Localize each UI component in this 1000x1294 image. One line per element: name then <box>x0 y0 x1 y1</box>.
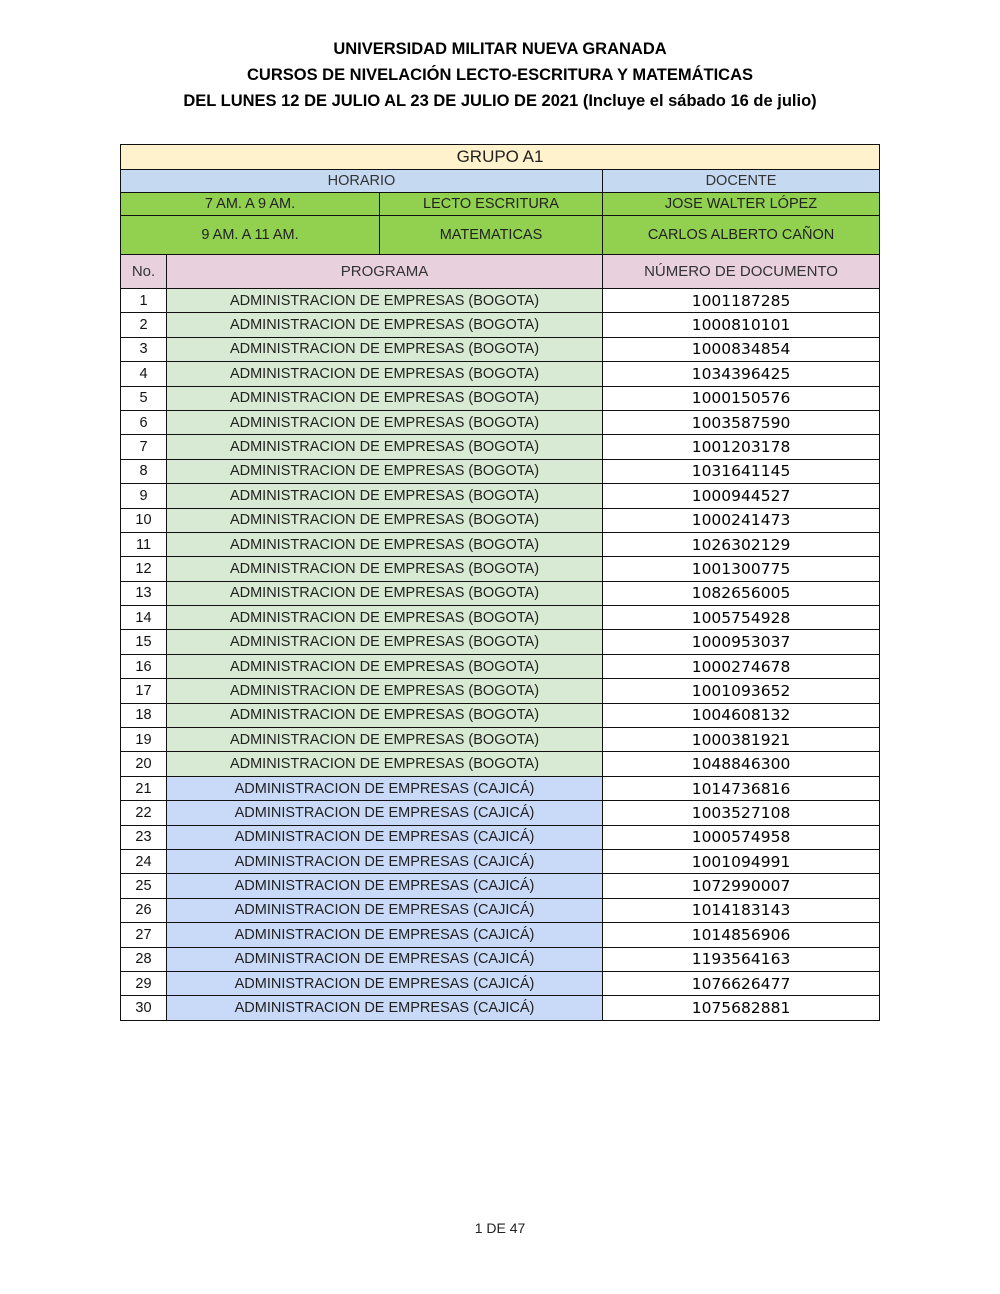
schedule-row <box>121 216 880 255</box>
table-row <box>121 606 880 630</box>
row-number: 14 <box>121 606 167 630</box>
row-programa: ADMINISTRACION DE EMPRESAS (BOGOTA) <box>167 410 603 434</box>
row-programa: ADMINISTRACION DE EMPRESAS (BOGOTA) <box>167 606 603 630</box>
row-programa: ADMINISTRACION DE EMPRESAS (BOGOTA) <box>167 581 603 605</box>
schedule-row <box>121 193 880 216</box>
table-row <box>121 825 880 849</box>
row-programa: ADMINISTRACION DE EMPRESAS (BOGOTA) <box>167 435 603 459</box>
row-number: 27 <box>121 923 167 947</box>
table-row <box>121 435 880 459</box>
table-row <box>121 728 880 752</box>
group-title: GRUPO A1 <box>121 145 880 170</box>
row-documento: 1005754928 <box>603 606 880 630</box>
row-programa: ADMINISTRACION DE EMPRESAS (BOGOTA) <box>167 532 603 556</box>
row-programa: ADMINISTRACION DE EMPRESAS (BOGOTA) <box>167 630 603 654</box>
table-row <box>121 801 880 825</box>
row-documento: 1003527108 <box>603 801 880 825</box>
page-number: 1 DE 47 <box>474 1220 526 1236</box>
row-number: 6 <box>121 410 167 434</box>
table-row <box>121 898 880 922</box>
row-programa: ADMINISTRACION DE EMPRESAS (CAJICÁ) <box>167 923 603 947</box>
table-row <box>121 557 880 581</box>
row-programa: ADMINISTRACION DE EMPRESAS (BOGOTA) <box>167 484 603 508</box>
table-row <box>121 313 880 337</box>
row-programa: ADMINISTRACION DE EMPRESAS (BOGOTA) <box>167 752 603 776</box>
table-row <box>121 337 880 361</box>
group-table <box>120 144 880 1021</box>
row-number: 22 <box>121 801 167 825</box>
schedule-time: 9 AM. A 11 AM. <box>121 216 380 255</box>
row-number: 17 <box>121 679 167 703</box>
row-programa: ADMINISTRACION DE EMPRESAS (BOGOTA) <box>167 703 603 727</box>
table-row <box>121 484 880 508</box>
row-number: 25 <box>121 874 167 898</box>
row-documento: 1082656005 <box>603 581 880 605</box>
row-programa: ADMINISTRACION DE EMPRESAS (BOGOTA) <box>167 557 603 581</box>
row-programa: ADMINISTRACION DE EMPRESAS (BOGOTA) <box>167 386 603 410</box>
row-documento: 1003587590 <box>603 410 880 434</box>
row-number: 24 <box>121 849 167 873</box>
row-programa: ADMINISTRACION DE EMPRESAS (CAJICÁ) <box>167 801 603 825</box>
table-row <box>121 459 880 483</box>
table-row <box>121 581 880 605</box>
row-documento: 1000274678 <box>603 654 880 678</box>
table-row <box>121 874 880 898</box>
row-documento: 1034396425 <box>603 362 880 386</box>
row-number: 12 <box>121 557 167 581</box>
row-documento: 1014183143 <box>603 898 880 922</box>
row-documento: 1000150576 <box>603 386 880 410</box>
schedule-course: MATEMATICAS <box>380 216 603 255</box>
row-programa: ADMINISTRACION DE EMPRESAS (CAJICÁ) <box>167 947 603 971</box>
table-row <box>121 654 880 678</box>
row-number: 10 <box>121 508 167 532</box>
schedule-teacher: CARLOS ALBERTO CAÑON <box>603 216 880 255</box>
row-documento: 1000810101 <box>603 313 880 337</box>
row-number: 5 <box>121 386 167 410</box>
row-programa: ADMINISTRACION DE EMPRESAS (CAJICÁ) <box>167 971 603 995</box>
row-documento: 1001093652 <box>603 679 880 703</box>
row-programa: ADMINISTRACION DE EMPRESAS (BOGOTA) <box>167 313 603 337</box>
table-row <box>121 679 880 703</box>
document-header <box>0 36 1000 114</box>
table-row <box>121 971 880 995</box>
row-documento: 1072990007 <box>603 874 880 898</box>
row-documento: 1001187285 <box>603 289 880 313</box>
row-documento: 1014736816 <box>603 776 880 800</box>
row-programa: ADMINISTRACION DE EMPRESAS (BOGOTA) <box>167 728 603 752</box>
row-number: 9 <box>121 484 167 508</box>
header-subtitle: CURSOS DE NIVELACIÓN LECTO-ESCRITURA Y MATEMÁTICAS <box>246 66 754 84</box>
table-row <box>121 289 880 313</box>
row-number: 26 <box>121 898 167 922</box>
row-documento: 1048846300 <box>603 752 880 776</box>
row-number: 4 <box>121 362 167 386</box>
row-programa: ADMINISTRACION DE EMPRESAS (CAJICÁ) <box>167 849 603 873</box>
row-documento: 1014856906 <box>603 923 880 947</box>
row-number: 15 <box>121 630 167 654</box>
row-programa: ADMINISTRACION DE EMPRESAS (BOGOTA) <box>167 337 603 361</box>
table-row <box>121 703 880 727</box>
col-header-programa: PROGRAMA <box>167 255 603 289</box>
row-programa: ADMINISTRACION DE EMPRESAS (BOGOTA) <box>167 679 603 703</box>
row-documento: 1000574958 <box>603 825 880 849</box>
table-row <box>121 410 880 434</box>
schedule-teacher: JOSE WALTER LÓPEZ <box>603 193 880 216</box>
header-dates: DEL LUNES 12 DE JULIO AL 23 DE JULIO DE 2021 (Incluye el sábado 16 de julio) <box>183 92 817 110</box>
row-number: 21 <box>121 776 167 800</box>
row-programa: ADMINISTRACION DE EMPRESAS (BOGOTA) <box>167 289 603 313</box>
table-row <box>121 386 880 410</box>
row-number: 30 <box>121 996 167 1020</box>
row-number: 29 <box>121 971 167 995</box>
row-documento: 1000834854 <box>603 337 880 361</box>
row-number: 18 <box>121 703 167 727</box>
row-programa: ADMINISTRACION DE EMPRESAS (BOGOTA) <box>167 508 603 532</box>
row-number: 20 <box>121 752 167 776</box>
row-documento: 1000381921 <box>603 728 880 752</box>
row-number: 7 <box>121 435 167 459</box>
row-documento: 1000944527 <box>603 484 880 508</box>
row-number: 3 <box>121 337 167 361</box>
row-number: 13 <box>121 581 167 605</box>
row-number: 8 <box>121 459 167 483</box>
table-row <box>121 362 880 386</box>
column-header-row <box>121 255 880 289</box>
schedule-time: 7 AM. A 9 AM. <box>121 193 380 216</box>
row-documento: 1076626477 <box>603 971 880 995</box>
row-documento: 1001094991 <box>603 849 880 873</box>
row-programa: ADMINISTRACION DE EMPRESAS (BOGOTA) <box>167 362 603 386</box>
row-number: 1 <box>121 289 167 313</box>
table-row <box>121 630 880 654</box>
docente-header: DOCENTE <box>603 170 880 193</box>
table-row <box>121 947 880 971</box>
row-programa: ADMINISTRACION DE EMPRESAS (CAJICÁ) <box>167 996 603 1020</box>
row-documento: 1026302129 <box>603 532 880 556</box>
row-programa: ADMINISTRACION DE EMPRESAS (BOGOTA) <box>167 459 603 483</box>
header-title: UNIVERSIDAD MILITAR NUEVA GRANADA <box>333 40 667 58</box>
table-row <box>121 776 880 800</box>
row-programa: ADMINISTRACION DE EMPRESAS (CAJICÁ) <box>167 874 603 898</box>
row-documento: 1031641145 <box>603 459 880 483</box>
table-row <box>121 849 880 873</box>
row-documento: 1001203178 <box>603 435 880 459</box>
row-documento: 1193564163 <box>603 947 880 971</box>
row-documento: 1075682881 <box>603 996 880 1020</box>
horario-header: HORARIO <box>121 170 603 193</box>
schedule-course: LECTO ESCRITURA <box>380 193 603 216</box>
row-number: 16 <box>121 654 167 678</box>
row-number: 11 <box>121 532 167 556</box>
table-row <box>121 996 880 1020</box>
row-number: 2 <box>121 313 167 337</box>
table-row <box>121 923 880 947</box>
row-number: 19 <box>121 728 167 752</box>
row-documento: 1000241473 <box>603 508 880 532</box>
row-number: 28 <box>121 947 167 971</box>
row-documento: 1000953037 <box>603 630 880 654</box>
row-programa: ADMINISTRACION DE EMPRESAS (CAJICÁ) <box>167 898 603 922</box>
col-header-no: No. <box>121 255 167 289</box>
row-programa: ADMINISTRACION DE EMPRESAS (CAJICÁ) <box>167 776 603 800</box>
table-row <box>121 752 880 776</box>
col-header-documento: NÚMERO DE DOCUMENTO <box>603 255 880 289</box>
table-row <box>121 532 880 556</box>
table-row <box>121 508 880 532</box>
row-programa: ADMINISTRACION DE EMPRESAS (CAJICÁ) <box>167 825 603 849</box>
row-documento: 1001300775 <box>603 557 880 581</box>
row-number: 23 <box>121 825 167 849</box>
row-programa: ADMINISTRACION DE EMPRESAS (BOGOTA) <box>167 654 603 678</box>
row-documento: 1004608132 <box>603 703 880 727</box>
